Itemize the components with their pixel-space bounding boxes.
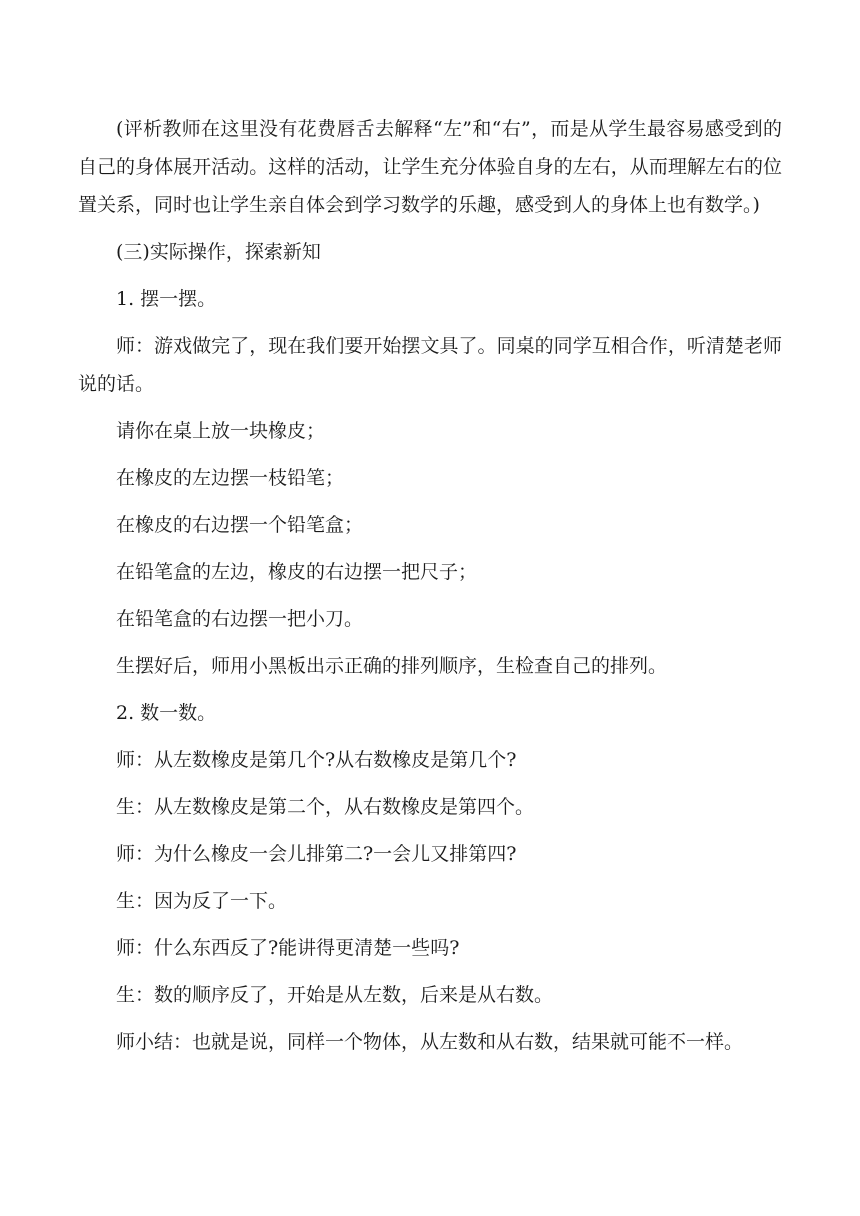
teacher-line: 师：游戏做完了，现在我们要开始摆文具了。同桌的同学互相合作，听清楚老师说的话。	[78, 335, 782, 395]
student-line: 生：从左数橡皮是第二个，从右数橡皮是第四个。	[116, 796, 535, 818]
instruction-line: 在橡皮的左边摆一枝铅笔；	[116, 467, 345, 489]
section-heading: (三)实际操作，探索新知	[116, 241, 321, 263]
student-line: 生：数的顺序反了，开始是从左数，后来是从右数。	[116, 984, 554, 1006]
instruction-line: 请你在桌上放一块橡皮；	[116, 420, 326, 442]
commentary-paragraph: (评析教师在这里没有花费唇舌去解释“左”和“右”，而是从学生最容易感受到的自己的身体展开活动。这样的活动，让学生充分体验自身的左右，从而理解左右的位置关系，同时也让学生亲自体会到学习数学的乐趣，感受到人的身体上也有数学。)	[78, 118, 782, 216]
step-heading: 2. 数一数。	[116, 702, 217, 724]
step-heading: 1. 摆一摆。	[116, 288, 217, 310]
instruction-line: 在铅笔盒的右边摆一把小刀。	[116, 608, 364, 630]
instruction-line: 在铅笔盒的左边，橡皮的右边摆一把尺子；	[116, 561, 478, 583]
document-body	[78, 110, 782, 1070]
teacher-line: 师：什么东西反了?能讲得更清楚一些吗?	[116, 937, 460, 959]
student-line: 生：因为反了一下。	[116, 890, 288, 912]
teacher-line: 师：从左数橡皮是第几个?从右数橡皮是第几个?	[116, 749, 517, 771]
narration-line: 生摆好后，师用小黑板出示正确的排列顺序，生检查自己的排列。	[116, 655, 668, 677]
teacher-summary-line: 师小结：也就是说，同样一个物体，从左数和从右数，结果就可能不一样。	[116, 1031, 744, 1053]
instruction-line: 在橡皮的右边摆一个铅笔盒；	[116, 514, 364, 536]
teacher-line: 师：为什么橡皮一会儿排第二?一会儿又排第四?	[116, 843, 517, 865]
